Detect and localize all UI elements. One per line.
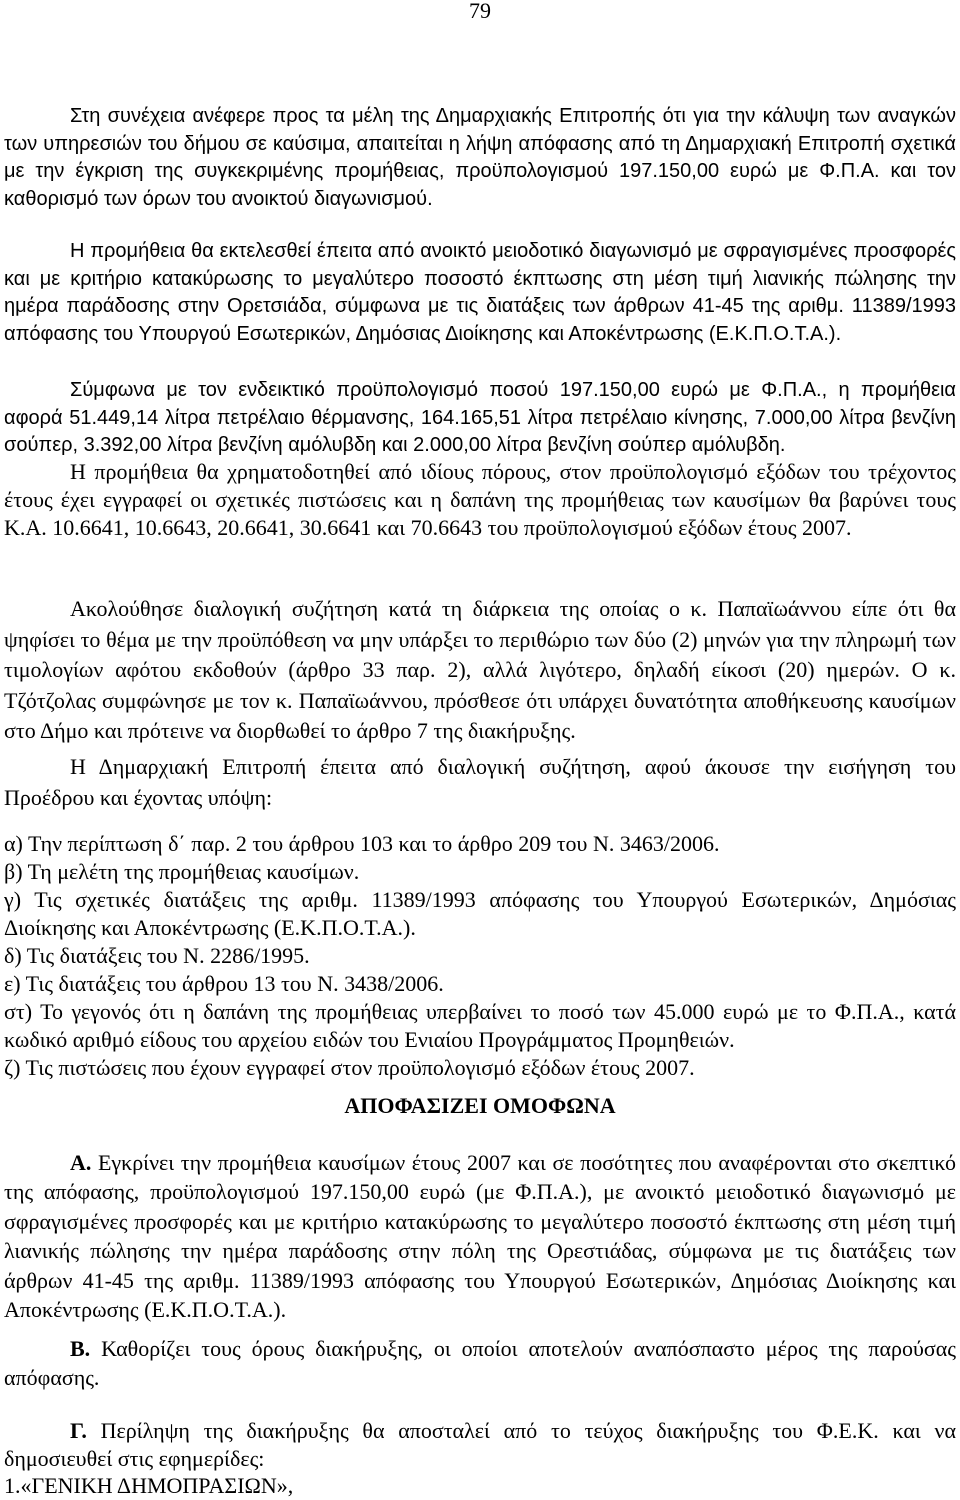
consideration-item: ε) Τις διατάξεις του άρθρου 13 του Ν. 3438/2006.	[4, 971, 444, 996]
decision-heading: ΑΠΟΦΑΣΙΖΕΙ ΟΜΟΦΩΝΑ	[344, 1093, 616, 1118]
paragraph-budget-quantities: Σύμφωνα με τον ενδεικτικό προϋπολογισμό ποσού 197.150,00 ευρώ με Φ.Π.Α., η προμήθεια αφορά 51.449,14 λίτρα πετρέλαιο θέρμανσης, 164.165,51 λίτρα πετρέλαιο κίνησης, 7.000,00 λίτρα βενζίνη σούπερ, 3.392,00 λίτρα βενζίνη αμόλυβδη και 2.000,00 λίτρα βενζίνη σούπερ αμόλυβδη.	[4, 379, 956, 457]
considerations-list	[4, 830, 956, 1082]
paragraph-financing: Η προμήθεια θα χρηματοδοτηθεί από ιδίους πόρους, στον προϋπολογισμό εξόδων του τρέχοντος έτους έχει εγγραφεί οι σχετικές πιστώσεις και η δαπάνη της προμήθειας των καυσίμων θα βαρύνει τους Κ.Α. 10.6641, 10.6643, 20.6641, 30.6641 και 70.6643 του προϋπολογισμού εξόδων έτους 2007.	[4, 459, 956, 540]
decision-c-text: Περίληψη της διακήρυξης θα αποσταλεί από το τεύχος διακήρυξης του Φ.Ε.Κ. και να δημοσιευθεί στις εφημερίδες:	[4, 1418, 956, 1471]
decision-c-label: Γ.	[70, 1418, 87, 1443]
paragraph-discussion: Ακολούθησε διαλογική συζήτηση κατά τη διάρκεια της οποίας ο κ. Παπαϊωάννου είπε ότι θα ψηφίσει το θέμα με την προϋπόθεση να μην υπάρξει το περιθώριο των δύο (2) μηνών για την πληρωμή των τιμολογίων αφότου εκδοθούν (άρθρο 33 παρ. 2), αλλά λιγότερο, δηλαδή είκοσι (20) ημερών. Ο κ. Τζότζολας συμφώνησε με τον κ. Παπαϊωάννου, πρόσθεσε ότι υπάρχει δυνατότητα αποθήκευσης καυσίμων στο Δήμο και πρότεινε να διορθωθεί το άρθρο 7 της διακήρυξης.	[4, 596, 956, 744]
decision-b-label: Β.	[70, 1336, 91, 1361]
consideration-item: ζ) Τις πιστώσεις που έχουν εγγραφεί στον προϋπολογισμό εξόδων έτους 2007.	[4, 1055, 695, 1080]
consideration-item: δ) Τις διατάξεις του Ν. 2286/1995.	[4, 943, 310, 968]
consideration-item: β) Τη μελέτη της προμήθειας καυσίμων.	[4, 859, 360, 884]
paragraph-tender-method: Η προμήθεια θα εκτελεσθεί έπειτα από ανοικτό μειοδοτικό διαγωνισμό με σφραγισμένες προσφορές και με κριτήριο κατακύρωσης το μεγαλύτερο ποσοστό έκπτωσης στη μέση τιμή λιανικής πώλησης την ημέρα παράδοσης στην Ορετσιάδα, σύμφωνα με τις διατάξεις των άρθρων 41-45 της αριθμ. 11389/1993 απόφασης του Υπουργού Εσωτερικών, Δημόσιας Διοίκησης και Αποκέντρωσης (Ε.Κ.Π.Ο.Τ.Α.).	[4, 240, 956, 345]
consideration-item: γ) Τις σχετικές διατάξεις της αριθμ. 11389/1993 απόφασης του Υπουργού Εσωτερικών, Δημόσιας Διοίκησης και Αποκέντρωσης (Ε.Κ.Π.Ο.Τ.Α.).	[4, 887, 956, 940]
paragraph-fuel-needs: Στη συνέχεια ανέφερε προς τα μέλη της Δημαρχιακής Επιτροπής ότι για την κάλυψη των αναγκών των υπηρεσιών του δήμου σε καύσιμα, απαιτείται η λήψη απόφασης από τη Δημαρχιακή Επιτροπή σχετικά με την έγκριση της συγκεκριμένης προμήθειας, προϋπολογισμού 197.150,00 ευρώ με Φ.Π.Α. και τον καθορισμό των όρων του ανοικτού διαγωνισμού.	[4, 105, 956, 210]
decision-a-label: Α.	[70, 1150, 92, 1175]
decision-b-text: Καθορίζει τους όρους διακήρυξης, οι οποίοι αποτελούν αναπόσπαστο μέρος της παρούσας απόφασης.	[4, 1336, 956, 1391]
decision-c-item-1: 1.«ΓΕΝΙΚΗ ΔΗΜΟΠΡΑΣΙΩΝ»,	[4, 1473, 294, 1499]
paragraph-committee-intro: Η Δημαρχιακή Επιτροπή έπειτα από διαλογική συζήτηση, αφού άκουσε την εισήγηση του Προέδρου και έχοντας υπόψη:	[4, 754, 956, 810]
consideration-item: στ) Το γεγονός ότι η δαπάνη της προμήθειας υπερβαίνει το ποσό των 45.000 ευρώ με το Φ.Π.Α., κατά κωδικό αριθμό είδους του αρχείου ειδών του Ενιαίου Προγράμματος Προμηθειών.	[4, 999, 956, 1052]
decision-b	[4, 1334, 956, 1393]
decision-a	[4, 1148, 956, 1324]
decision-a-text: Εγκρίνει την προμήθεια καυσίμων έτους 2007 και σε ποσότητες που αναφέρονται στο σκεπτικό της απόφασης, προϋπολογισμού 197.150,00 ευρώ (με Φ.Π.Α.), με ανοικτό μειοδοτικό διαγωνισμό με σφραγισμένες προσφορές και με κριτήριο κατακύρωσης το μεγαλύτερο ποσοστό έκπτωσης στη μέση τιμή λιανικής πώλησης την ημέρα παράδοσης στην πόλη της Ορεστιάδας, σύμφωνα με τις διατάξεις των άρθρων 41-45 της αριθμ. 11389/1993 απόφασης του Υπουργού Εσωτερικών, Δημόσιας Διοίκησης και Αποκέντρωσης (Ε.Κ.Π.Ο.Τ.Α.).	[4, 1150, 956, 1323]
page-number: 79	[469, 0, 491, 23]
consideration-item: α) Την περίπτωση δ΄ παρ. 2 του άρθρου 103 και το άρθρο 209 του Ν. 3463/2006.	[4, 831, 720, 856]
decision-c	[4, 1417, 956, 1500]
